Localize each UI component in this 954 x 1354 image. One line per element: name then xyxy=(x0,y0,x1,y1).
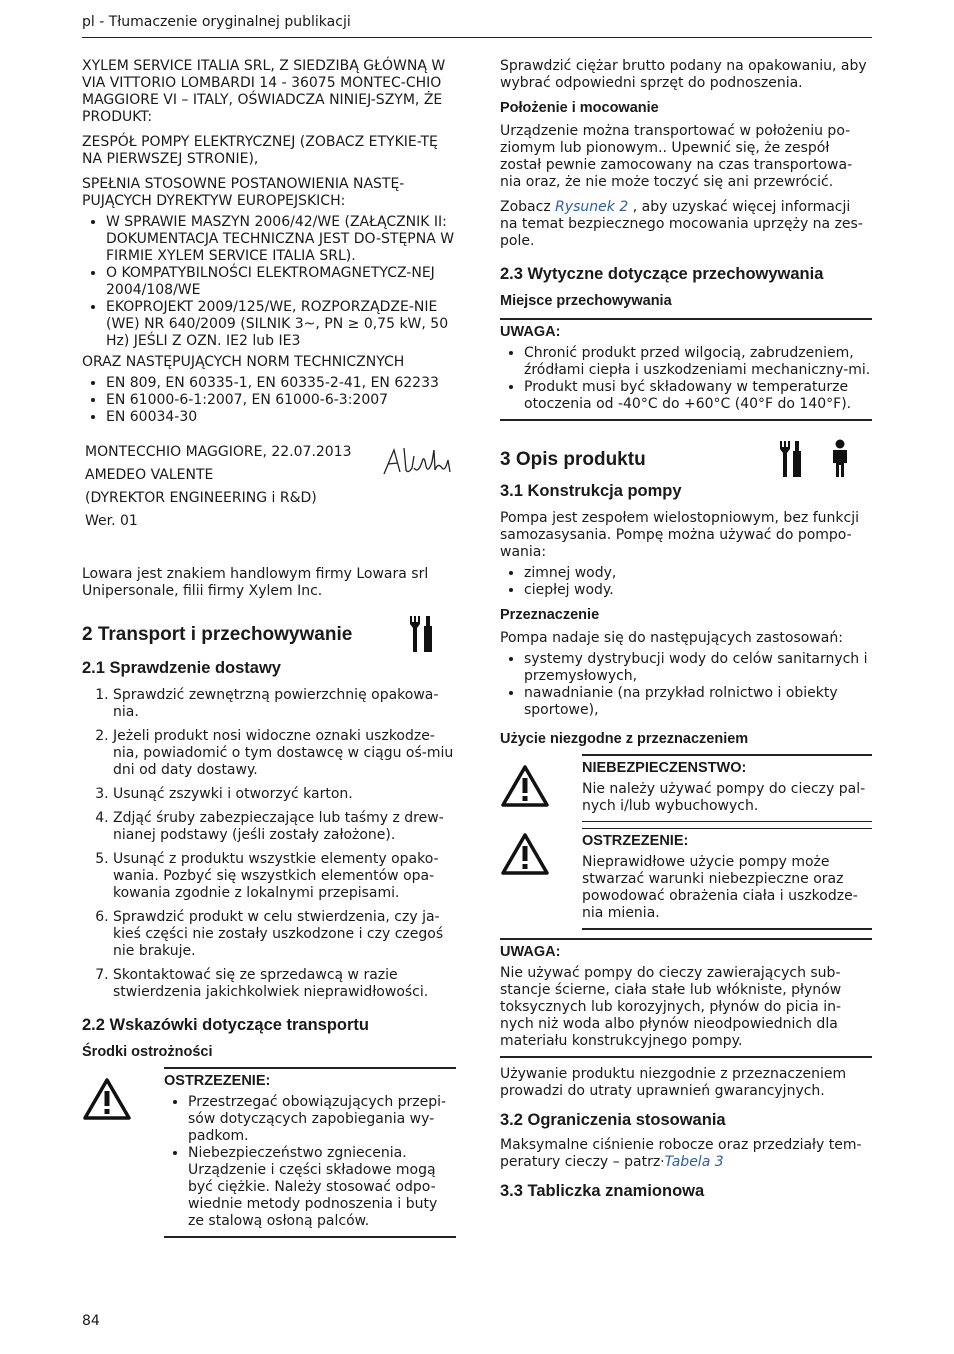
paragraph: Sprawdzić ciężar brutto podany na opakowaniu, aby wybrać odpowiedni sprzęt do podnoszenia. xyxy=(500,58,867,91)
list-item: • systemy dystrybucji wody do celów sanitarnych i przemysłowych, xyxy=(524,651,872,685)
list-item: • nawadnianie (na przykład rolnictwo i obiekty sportowe), xyxy=(524,685,872,719)
left-column xyxy=(82,58,456,1238)
warning-triangle-icon xyxy=(500,822,582,930)
table-link[interactable]: Tabela 3 xyxy=(664,1154,724,1170)
section-icons xyxy=(778,439,850,479)
subsection-heading: 3.3 Tabliczka znamionowa xyxy=(500,1182,705,1200)
paragraph-heading: Użycie niezgodne z przeznaczeniem xyxy=(500,731,749,747)
page-number: 84 xyxy=(82,1313,100,1329)
list-item: • zimnej wody, xyxy=(524,565,872,582)
paragraph: Używanie produktu niezgodnie z przeznaczeniem prowadzi do utraty uprawnień gwarancyjnych. xyxy=(500,1066,847,1099)
subsection-heading: 3.1 Konstrukcja pompy xyxy=(500,482,682,500)
list-item: 7. Skontaktować się ze sprzedawcą w razie stwierdzenia jakichkolwiek nieprawidłowości. xyxy=(113,967,456,1001)
section-3-heading-row xyxy=(500,439,872,479)
note-list xyxy=(500,345,872,413)
document-version: Wer. 01 xyxy=(85,513,138,529)
warning-box xyxy=(500,822,872,930)
list-item: • Produkt musi być składowany w temperaturze otoczenia od -40°C do +60°C (40°F do 140°F). xyxy=(524,379,872,413)
directives-list xyxy=(82,214,456,350)
list-item: • ciepłej wody. xyxy=(524,582,872,599)
danger-content xyxy=(582,754,872,822)
declaration-paragraph: ORAZ NASTĘPUJĄCYCH NORM TECHNICZNYCH xyxy=(82,354,405,370)
handwritten-signature xyxy=(382,444,454,478)
pump-liquid-list xyxy=(500,565,872,599)
brand-note: Lowara jest znakiem handlowym firmy Lowara srl Unipersonale, filii firmy Xylem Inc. xyxy=(82,566,429,599)
list-item: 6. Sprawdzić produkt w celu stwierdzenia, czy ja-kieś części nie zostały uszkodzone i czy czegoś nie brakuje. xyxy=(113,909,456,960)
figure-link[interactable]: Rysunek 2 xyxy=(555,199,629,215)
section-heading: 2 Transport i przechowywanie xyxy=(82,623,353,645)
signature-title: (DYREKTOR ENGINEERING i R&D) xyxy=(85,490,317,506)
standards-list xyxy=(82,375,456,426)
subsection-heading: 2.2 Wskazówki dotyczące transportu xyxy=(82,1016,370,1034)
section-heading: 3 Opis produktu xyxy=(500,448,646,470)
list-item: • EN 809, EN 60335-1, EN 60335-2-41, EN 62233 xyxy=(106,375,456,392)
list-item: • EN 61000-6-1:2007, EN 61000-6-3:2007 xyxy=(106,392,456,409)
note-label: UWAGA: xyxy=(500,324,561,340)
warning-triangle-icon xyxy=(82,1067,164,1238)
text-span: , aby uzyskać więcej informacji na temat bezpiecznego mocowania uprzęży na zes-pole. xyxy=(500,199,863,249)
declaration-paragraph: SPEŁNIA STOSOWNE POSTANOWIENIA NASTĘ-PUJĄCYCH DYREKTYW EUROPEJSKICH: xyxy=(82,176,405,209)
warning-list xyxy=(164,1094,456,1230)
warning-label: OSTRZEZENIE: xyxy=(582,833,689,849)
signature-place-date: MONTECCHIO MAGGIORE, 22.07.2013 xyxy=(85,444,352,460)
purpose-list xyxy=(500,651,872,719)
paragraph: Urządzenie można transportować w położeniu po-ziomym lub pionowym.. Upewnić się, że zespół został pewnie zamocowany na czas transportowa-nia oraz, że nie może toczyć się ani przewrócić. xyxy=(500,123,853,190)
paragraph-heading: Środki ostrożności xyxy=(82,1044,213,1060)
warning-text: Nieprawidłowe użycie pompy może stwarzać warunki niebezpieczne oraz powodować obrażenia ciała i uszkodze-nia mienia. xyxy=(582,854,858,921)
text-span: Zobacz xyxy=(500,199,556,215)
list-item: 2. Jeżeli produkt nosi widoczne oznaki uszkodze-nia, powiadomić o tym dostawcę w ciągu oś-miu dni od daty dostawy. xyxy=(113,728,456,779)
person-icon xyxy=(830,439,850,479)
signature-block xyxy=(82,444,456,530)
subsection-heading: 2.1 Sprawdzenie dostawy xyxy=(82,659,281,677)
paragraph: Pompa jest zespołem wielostopniowym, bez funkcji samozasysania. Pompę można używać do pompo-wania: xyxy=(500,510,859,560)
warning-triangle-icon xyxy=(500,754,582,822)
paragraph-heading: Przeznaczenie xyxy=(500,607,600,623)
tools-icon xyxy=(406,614,436,654)
paragraph: Pompa nadaje się do następujących zastosowań: xyxy=(500,630,843,646)
warning-label: OSTRZEZENIE: xyxy=(164,1073,271,1089)
right-column xyxy=(500,58,872,1210)
danger-box xyxy=(500,754,872,822)
note-text: Nie używać pompy do cieczy zawierających sub-stancje ścierne, ciała stałe lub włókniste, płynów toksycznych lub korozyjnych, płynów do picia in-nych niż woda albo płynów nieodpowiednich dla materiału konstrukcyjnego pompy. xyxy=(500,965,842,1049)
subsection-heading: 3.2 Ograniczenia stosowania xyxy=(500,1111,726,1129)
warning-content xyxy=(582,828,872,930)
warning-content xyxy=(164,1067,456,1238)
declaration-paragraph: ZESPÓŁ POMPY ELEKTRYCZNEJ (ZOBACZ ETYKIE-TĘ NA PIERWSZEJ STRONIE), xyxy=(82,134,438,167)
list-item: • Chronić produkt przed wilgocią, zabrudzeniem, źródłami ciepła i uszkodzeniami mechaniczny-mi. xyxy=(524,345,872,379)
note-label: UWAGA: xyxy=(500,944,561,960)
list-item: 3. Usunąć zszywki i otworzyć karton. xyxy=(113,786,456,803)
tools-icon xyxy=(778,439,804,479)
paragraph xyxy=(500,1137,872,1171)
list-item: 1. Sprawdzić zewnętrzną powierzchnię opakowa-nia. xyxy=(113,687,456,721)
paragraph-heading: Miejsce przechowywania xyxy=(500,293,672,309)
paragraph-heading: Położenie i mocowanie xyxy=(500,100,659,116)
list-item: • EKOPROJEKT 2009/125/WE, ROZPORZĄDZE-NIE (WE) NR 640/2009 (SILNIK 3~, PN ≥ 0,75 kW, 50 Hz) JEŚLI Z OZN. IE2 lub IE3 xyxy=(106,299,456,350)
list-item: • O KOMPATYBILNOŚCI ELEKTROMAGNETYCZ-NEJ 2004/108/WE xyxy=(106,265,456,299)
text-span: Maksymalne ciśnienie robocze oraz przedziały tem-peratury cieczy – patrz· xyxy=(500,1137,862,1170)
warning-box xyxy=(82,1067,456,1238)
declaration-paragraph: XYLEM SERVICE ITALIA SRL, Z SIEDZIBĄ GŁÓWNĄ W VIA VITTORIO LOMBARDI 14 - 36075 MONTEC-CHIO MAGGIORE VI – ITALY, OŚWIADCZA NINIEJ-SZYM, ŻE PRODUKT: xyxy=(82,58,446,125)
list-item: 4. Zdjąć śruby zabezpieczające lub taśmy z drew-nianej podstawy (jeśli zostały założone). xyxy=(113,810,456,844)
signature-name: AMEDEO VALENTE xyxy=(85,467,214,483)
paragraph xyxy=(500,199,872,250)
danger-label: NIEBEZPIECZENSTWO: xyxy=(582,760,747,776)
list-item: 5. Usunąć z produktu wszystkie elementy opako-wania. Pozbyć się wszystkich elementów opa-kowania zgodnie z lokalnymi przepisami. xyxy=(113,851,456,902)
danger-text: Nie należy używać pompy do cieczy pal-nych i/lub wybuchowych. xyxy=(582,781,866,814)
list-item: • Niebezpieczeństwo zgniecenia. Urządzenie i części składowe mogą być ciężkie. Należy stosować odpo-wiednie metody podnoszenia i buty ze stalową osłoną palców. xyxy=(188,1145,456,1230)
list-item: • Przestrzegać obowiązujących przepi-sów dotyczących zapobiegania wy-padkom. xyxy=(188,1094,456,1145)
list-item: • W SPRAWIE MASZYN 2006/42/WE (ZAŁĄCZNIK II: DOKUMENTACJA TECHNICZNA JEST DO-STĘPNA W FIRMIE XYLEM SERVICE ITALIA SRL). xyxy=(106,214,456,265)
list-item: • EN 60034-30 xyxy=(106,409,456,426)
delivery-check-steps xyxy=(82,687,456,1001)
subsection-heading: 2.3 Wytyczne dotyczące przechowywania xyxy=(500,265,824,283)
section-2-heading-row xyxy=(82,614,456,654)
note-box xyxy=(500,318,872,421)
page-header: pl - Tłumaczenie oryginalnej publikacji xyxy=(82,14,872,38)
note-box xyxy=(500,938,872,1058)
